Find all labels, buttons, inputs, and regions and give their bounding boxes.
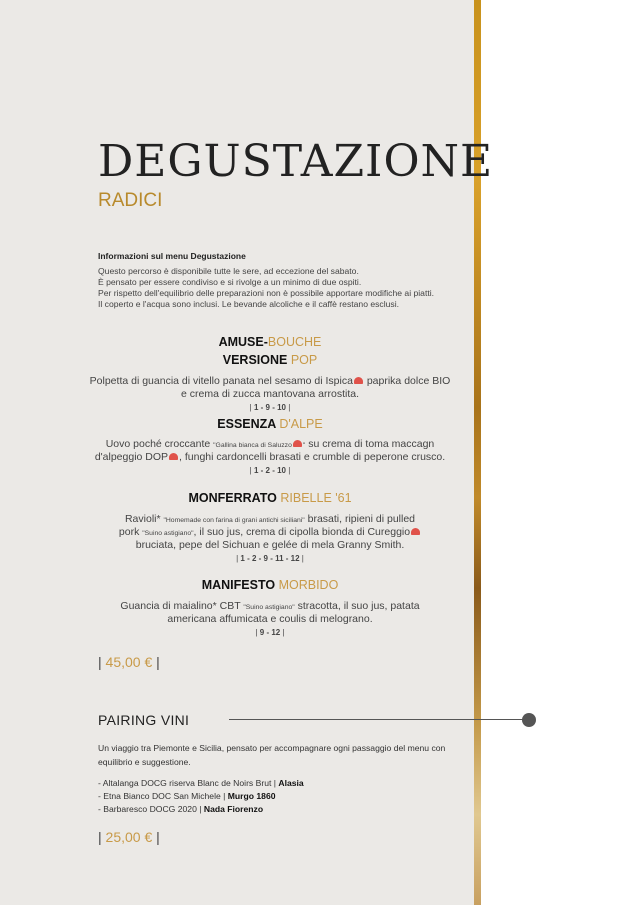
page-subtitle: RADICI bbox=[98, 190, 163, 211]
pairing-title: PAIRING VINI bbox=[98, 712, 190, 728]
divider-dot bbox=[522, 713, 536, 727]
info-line: Per rispetto dell'equilibrio delle preparazioni non è possibile apportare modifiche ai piatti. bbox=[98, 288, 435, 298]
dish-origin: "Homemade con farina di grani antichi siciliani" bbox=[163, 517, 305, 524]
dish-text: e crema di zucca mantovana arrostita. bbox=[181, 388, 359, 400]
section-amuse-bouche bbox=[70, 335, 470, 350]
wine-name: - Barbaresco DOCG 2020 | bbox=[98, 804, 204, 814]
pairing-description: Un viaggio tra Piemonte e Sicilia, pensato per accompagnare ogni passaggio del menu con equilibrio e suggestione. bbox=[98, 743, 446, 767]
info-line: È pensato per essere condiviso e si rivolge a un minimo di due ospiti. bbox=[98, 277, 362, 287]
dish-origin: "Suino astigiano" bbox=[243, 604, 295, 611]
dish-description bbox=[70, 600, 470, 626]
dish-text: Guancia di maialino* CBT bbox=[120, 600, 244, 612]
dish-text: Ravioli* bbox=[124, 513, 164, 525]
dish-description bbox=[70, 438, 470, 464]
dish-text: stracotta, il suo jus, patata bbox=[294, 600, 420, 612]
section-monferrato bbox=[70, 491, 470, 506]
section-accent: MORBIDO bbox=[278, 578, 339, 592]
section-essenza-alpe bbox=[70, 417, 470, 432]
dish-origin: " bbox=[302, 442, 306, 449]
slow-food-snail-icon bbox=[293, 440, 302, 447]
dish-text: paprika dolce BIO bbox=[363, 375, 451, 387]
dish-text: Uovo poché croccante bbox=[105, 438, 214, 450]
allergen-codes: 1 - 2 - 9 - 11 - 12 bbox=[240, 554, 300, 563]
section-title: MANIFESTO bbox=[201, 578, 279, 592]
wine-producer: Murgo 1860 bbox=[227, 791, 276, 801]
section-accent: BOUCHE bbox=[267, 335, 322, 349]
price-value: 45,00 € bbox=[105, 654, 153, 670]
dish-origin: "Suino astigiano" bbox=[142, 530, 194, 537]
slow-food-snail-icon bbox=[354, 377, 363, 384]
section-versione-pop bbox=[70, 353, 470, 368]
divider-line bbox=[229, 719, 523, 720]
info-text bbox=[98, 266, 434, 310]
dish-text: bruciata, pepe del Sichuan e gelée di mela Granny Smith. bbox=[135, 539, 405, 551]
section-title: ESSENZA bbox=[217, 417, 280, 431]
wine-item bbox=[98, 790, 468, 803]
dish-text: americana affumicata e coulis di melograno. bbox=[167, 613, 373, 625]
allergen-codes: 1 - 2 - 10 bbox=[253, 466, 286, 475]
section-accent: POP bbox=[290, 353, 318, 367]
dish-text: brasati, ripieni di pulled bbox=[304, 513, 416, 525]
slow-food-snail-icon bbox=[169, 453, 178, 460]
pairing-block bbox=[98, 741, 468, 816]
wine-item bbox=[98, 803, 468, 816]
info-heading: Informazioni sul menu Degustazione bbox=[98, 251, 246, 261]
wine-list bbox=[98, 777, 468, 816]
dish-text: , il suo jus, crema di cipolla bionda di Cureggio bbox=[193, 526, 411, 538]
wine-producer: Alasia bbox=[278, 778, 304, 788]
info-line: Il coperto e l'acqua sono inclusi. Le bevande alcoliche e il caffè restano esclusi. bbox=[98, 299, 400, 309]
wine-name: - Altalanga DOCG riserva Blanc de Noirs Brut | bbox=[98, 778, 279, 788]
wine-name: - Etna Bianco DOC San Michele | bbox=[98, 791, 228, 801]
allergens: | 9 - 12 | bbox=[255, 628, 285, 637]
section-title: MONFERRATO bbox=[188, 491, 281, 505]
pairing-price: | 25,00 € | bbox=[98, 829, 160, 845]
section-accent: RIBELLE '61 bbox=[280, 491, 352, 505]
section-title: VERSIONE bbox=[222, 353, 291, 367]
menu-price: | 45,00 € | bbox=[98, 654, 160, 670]
dish-text: su crema di toma maccagn bbox=[305, 438, 435, 450]
slow-food-snail-icon bbox=[411, 528, 420, 535]
section-title: AMUSE- bbox=[218, 335, 268, 349]
dish-description bbox=[70, 375, 470, 401]
allergen-codes: 9 - 12 bbox=[259, 628, 281, 637]
section-manifesto bbox=[70, 578, 470, 593]
allergens: | 1 - 2 - 10 | bbox=[249, 466, 291, 475]
wine-item bbox=[98, 777, 468, 790]
allergen-codes: 1 - 9 - 10 bbox=[253, 403, 286, 412]
dish-text: pork bbox=[118, 526, 143, 538]
allergens: | 1 - 2 - 9 - 11 - 12 | bbox=[236, 554, 304, 563]
info-line: Questo percorso è disponibile tutte le sere, ad eccezione del sabato. bbox=[98, 266, 359, 276]
dish-text: d'alpeggio DOP bbox=[94, 451, 169, 463]
section-accent: D'ALPE bbox=[279, 417, 323, 431]
allergens: | 1 - 9 - 10 | bbox=[249, 403, 291, 412]
dish-text: , funghi cardoncelli brasati e crumble di peperone crusco. bbox=[179, 451, 446, 463]
dish-text: Polpetta di guancia di vitello panata nel sesamo di Ispica bbox=[89, 375, 353, 387]
page-title: DEGUSTAZIONE bbox=[98, 136, 494, 187]
wine-producer: Nada Fiorenzo bbox=[203, 804, 264, 814]
dish-origin: "Gallina bianca di Saluzzo bbox=[213, 442, 292, 449]
price-value: 25,00 € bbox=[105, 829, 153, 845]
dish-description bbox=[70, 513, 470, 552]
